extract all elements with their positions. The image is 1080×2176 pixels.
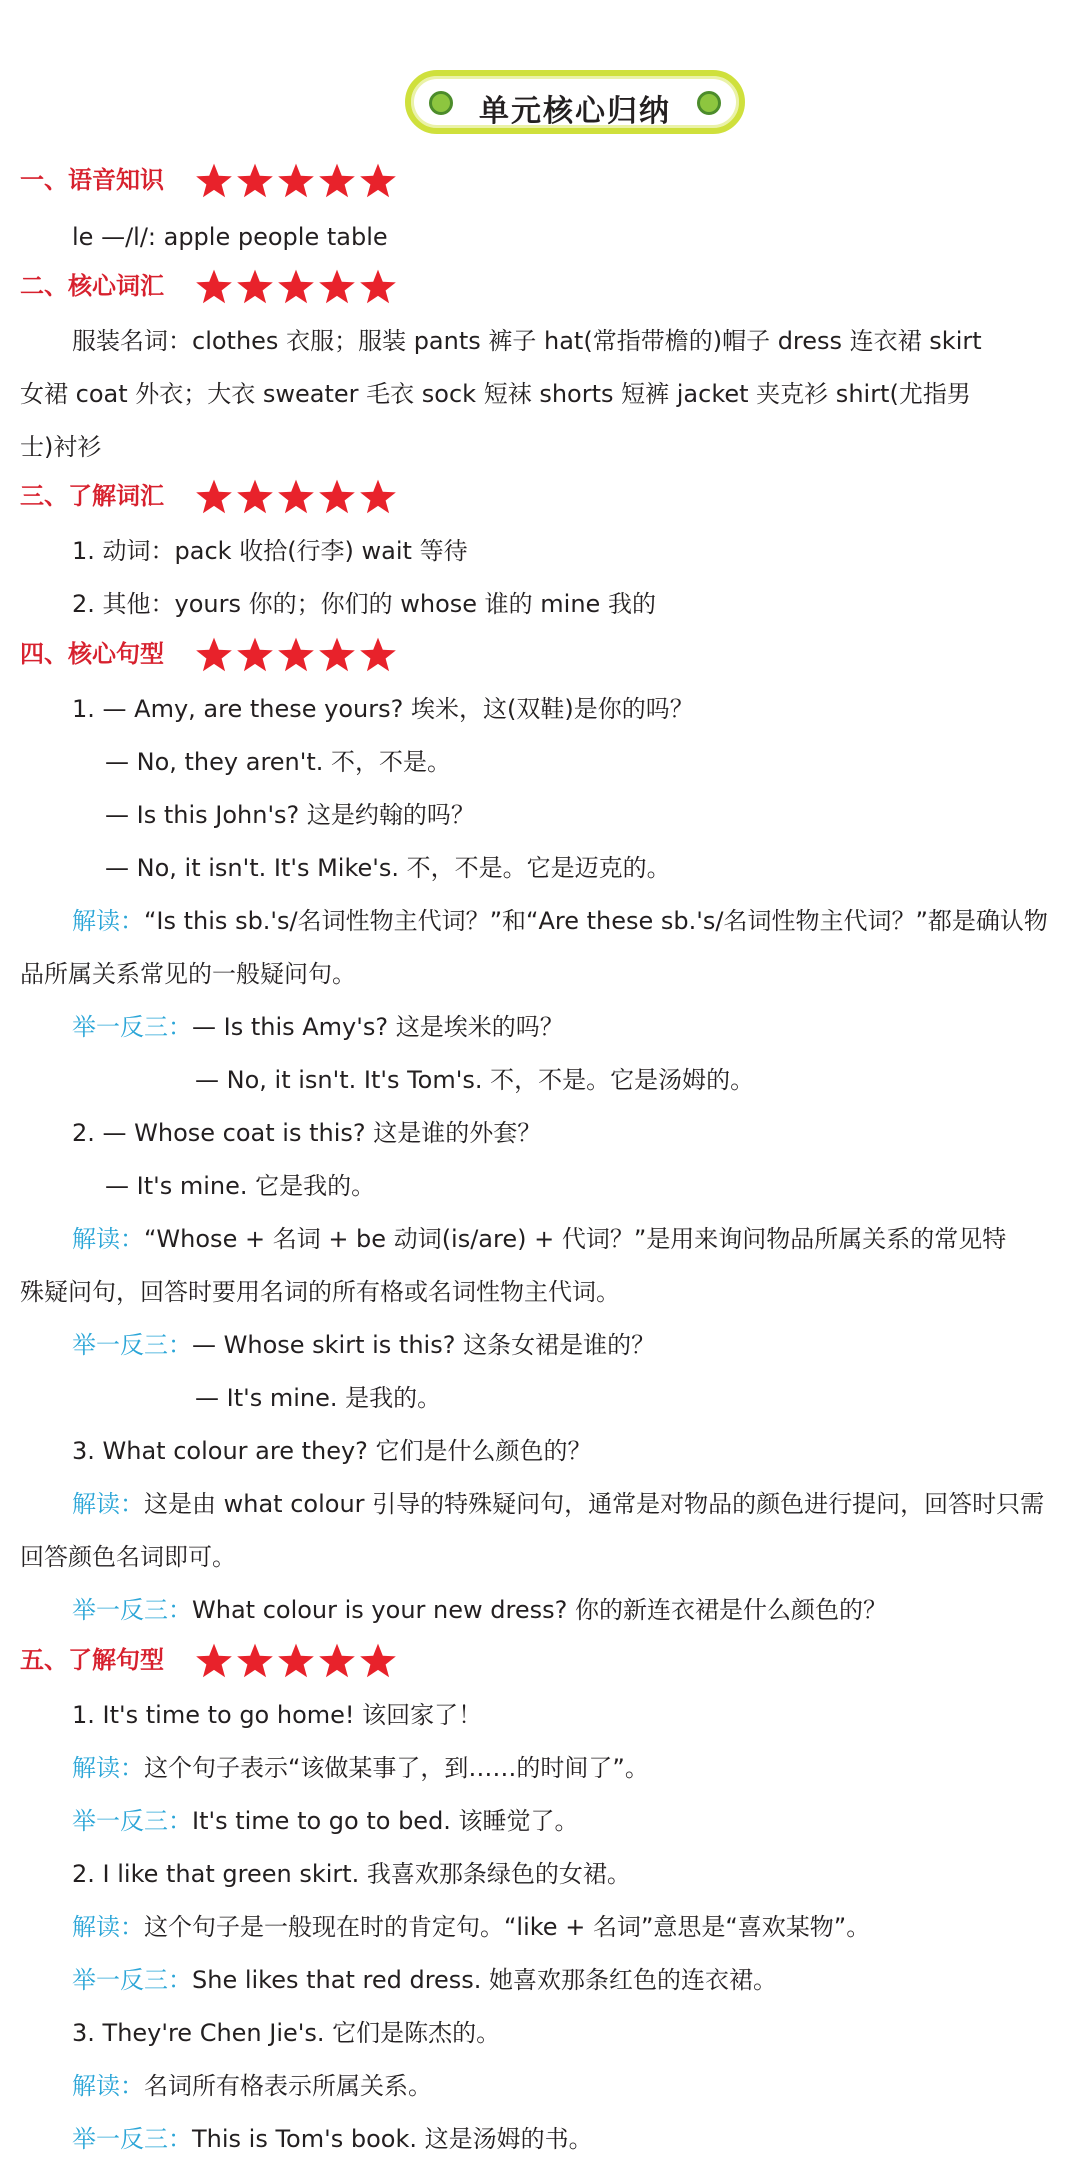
star-icon: [358, 268, 398, 306]
text-line: 举一反三：— Is this Amy's? 这是埃米的吗？: [72, 1013, 564, 1041]
text-line: 举一反三：— Whose skirt is this? 这条女裙是谁的？: [72, 1331, 656, 1359]
star-icon: [358, 478, 398, 516]
star-icon: [235, 1642, 275, 1680]
star-icon: [276, 636, 316, 674]
text-line: 服装名词：clothes 衣服；服装 pants 裤子 hat(常指带檐的)帽子 dress 连衣裙 skirt: [72, 327, 982, 355]
explanation-label: 解读：: [72, 1913, 144, 1941]
text-line: 回答颜色名词即可。: [20, 1543, 236, 1571]
text-line: — Is this John's? 这是约翰的吗？: [105, 801, 475, 829]
text-line: le —/l/: apple people table: [72, 223, 388, 251]
star-icon: [276, 162, 316, 200]
section-heading-4: 四、核心句型: [20, 636, 399, 674]
text-line: 品所属关系常见的一般疑问句。: [20, 960, 356, 988]
star-icon: [235, 268, 275, 306]
text-line: 1. It's time to go home! 该回家了！: [72, 1701, 483, 1729]
star-rating: [194, 162, 399, 200]
text-line: 殊疑问句，回答时要用名词的所有格或名词性物主代词。: [20, 1278, 620, 1306]
practice-label: 举一反三：: [72, 2125, 192, 2153]
text-line: 举一反三：It's time to go to bed. 该睡觉了。: [72, 1807, 579, 1835]
star-icon: [276, 268, 316, 306]
star-icon: [235, 636, 275, 674]
section-heading-1: 一、语音知识: [20, 162, 399, 200]
star-icon: [276, 1642, 316, 1680]
text-line: 女裙 coat 外衣；大衣 sweater 毛衣 sock 短袜 shorts 短裤 jacket 夹克衫 shirt(尤指男: [20, 380, 971, 408]
star-icon: [194, 162, 234, 200]
explanation-label: 解读：: [72, 1225, 144, 1253]
star-rating: [194, 1642, 399, 1680]
star-icon: [358, 162, 398, 200]
text-line: 2. — Whose coat is this? 这是谁的外套？: [72, 1119, 542, 1147]
text-line: 1. — Amy, are these yours? 埃米，这(双鞋)是你的吗？: [72, 695, 694, 723]
practice-label: 举一反三：: [72, 1013, 192, 1041]
explanation-label: 解读：: [72, 1754, 144, 1782]
text-line: 2. 其他：yours 你的；你们的 whose 谁的 mine 我的: [72, 590, 656, 618]
text-line: — No, it isn't. It's Tom's. 不，不是。它是汤姆的。: [195, 1066, 755, 1094]
text-line: 1. 动词：pack 收拾(行李) wait 等待: [72, 537, 468, 565]
text-line: 举一反三：This is Tom's book. 这是汤姆的书。: [72, 2125, 593, 2153]
text-line: 士)衬衫: [20, 433, 102, 461]
text-line: 3. They're Chen Jie's. 它们是陈杰的。: [72, 2019, 501, 2047]
star-icon: [276, 478, 316, 516]
star-rating: [194, 268, 399, 306]
text-line: 举一反三：She likes that red dress. 她喜欢那条红色的连衣裙。: [72, 1966, 778, 1994]
star-icon: [317, 478, 357, 516]
practice-label: 举一反三：: [72, 1807, 192, 1835]
text-line: 解读：这个句子是一般现在时的肯定句。“like + 名词”意思是“喜欢某物”。: [72, 1913, 871, 1941]
star-icon: [235, 162, 275, 200]
text-line: 解读：“Is this sb.'s/名词性物主代词？”和“Are these sb.'s/名词性物主代词？”都是确认物: [72, 907, 1048, 935]
text-line: 解读：名词所有格表示所属关系。: [72, 2072, 432, 2100]
star-icon: [317, 268, 357, 306]
text-line: — It's mine. 它是我的。: [105, 1172, 376, 1200]
explanation-label: 解读：: [72, 2072, 144, 2100]
text-line: 解读：这个句子表示“该做某事了，到……的时间了”。: [72, 1754, 649, 1782]
text-line: 2. I like that green skirt. 我喜欢那条绿色的女裙。: [72, 1860, 631, 1888]
star-icon: [235, 478, 275, 516]
title-banner: [0, 62, 1080, 144]
text-line: 3. What colour are they? 它们是什么颜色的？: [72, 1437, 592, 1465]
star-icon: [317, 162, 357, 200]
star-icon: [358, 636, 398, 674]
practice-label: 举一反三：: [72, 1596, 192, 1624]
text-line: — No, they aren't. 不，不是。: [105, 748, 452, 776]
title-frame: [405, 70, 745, 134]
star-icon: [194, 636, 234, 674]
text-line: — It's mine. 是我的。: [195, 1384, 442, 1412]
practice-label: 举一反三：: [72, 1966, 192, 1994]
text-line: 举一反三：What colour is your new dress? 你的新连衣裙是什么颜色的？: [72, 1596, 887, 1624]
text-line: 解读：这是由 what colour 引导的特殊疑问句，通常是对物品的颜色进行提问，回答时只需: [72, 1490, 1045, 1518]
star-icon: [317, 636, 357, 674]
text-line: 解读：“Whose + 名词 + be 动词(is/are) + 代词？”是用来询问物品所属关系的常见特: [72, 1225, 1007, 1253]
explanation-label: 解读：: [72, 1490, 144, 1518]
page-title: 单元核心归纳: [479, 94, 671, 129]
star-icon: [194, 268, 234, 306]
practice-label: 举一反三：: [72, 1331, 192, 1359]
star-icon: [194, 478, 234, 516]
section-heading-2: 二、核心词汇: [20, 268, 399, 306]
star-rating: [194, 636, 399, 674]
star-icon: [358, 1642, 398, 1680]
explanation-label: 解读：: [72, 907, 144, 935]
section-heading-5: 五、了解句型: [20, 1642, 399, 1680]
section-heading-3: 三、了解词汇: [20, 478, 399, 516]
text-line: — No, it isn't. It's Mike's. 不，不是。它是迈克的。: [105, 854, 671, 882]
star-icon: [194, 1642, 234, 1680]
star-rating: [194, 478, 399, 516]
star-icon: [317, 1642, 357, 1680]
